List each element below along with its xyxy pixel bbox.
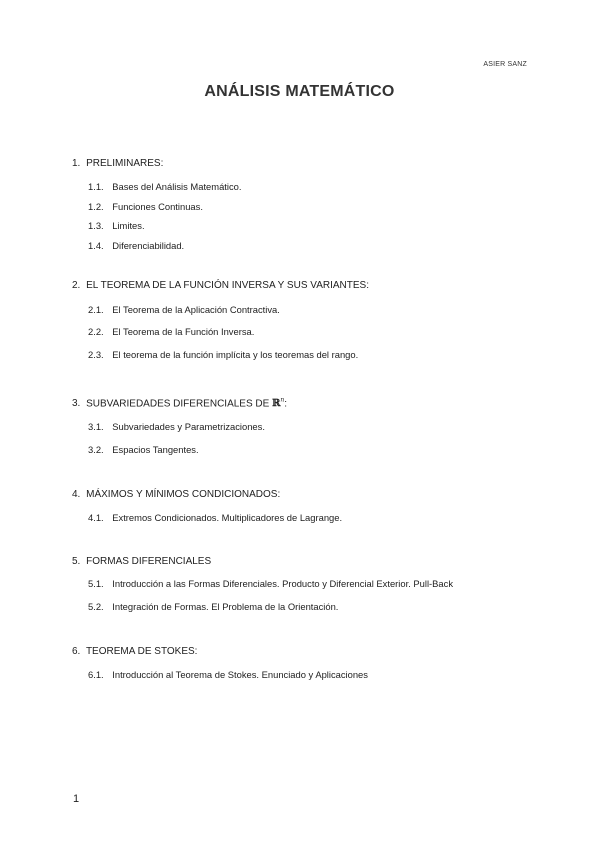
item-text: Introducción a las Formas Diferenciales. Producto y Diferencial Exterior. Pull-Back bbox=[112, 578, 454, 589]
section-heading: EL TEOREMA DE LA FUNCIÓN INVERSA Y SUS VARIANTES: bbox=[86, 280, 369, 291]
section-heading: MÁXIMOS Y MÍNIMOS CONDICIONADOS: bbox=[86, 489, 281, 500]
section-1-title bbox=[72, 158, 163, 169]
toc-item-1-4 bbox=[88, 240, 184, 251]
item-number: 1.2. bbox=[88, 201, 104, 212]
toc-item-3-2 bbox=[88, 444, 199, 455]
toc-item-2-1 bbox=[88, 304, 280, 315]
section-3-title bbox=[72, 397, 287, 409]
document-title: ANÁLISIS MATEMÁTICO bbox=[204, 83, 395, 100]
toc-item-1-3 bbox=[88, 220, 145, 231]
item-number: 2.3. bbox=[88, 349, 104, 360]
section-number: 6. bbox=[72, 646, 81, 657]
section-5-title bbox=[72, 556, 211, 567]
toc-item-2-3 bbox=[88, 349, 358, 360]
toc-item-2-2 bbox=[88, 326, 254, 337]
dimension-superscript: n bbox=[280, 397, 285, 404]
item-number: 6.1. bbox=[88, 669, 104, 680]
section-number: 4. bbox=[72, 489, 81, 500]
item-text: El teorema de la función implícita y los teoremas del rango. bbox=[112, 349, 359, 360]
item-text: Diferenciabilidad. bbox=[112, 240, 185, 251]
item-text: Introducción al Teorema de Stokes. Enunciado y Aplicaciones bbox=[112, 669, 368, 680]
item-text: Espacios Tangentes. bbox=[112, 444, 199, 455]
section-6-title bbox=[72, 646, 197, 657]
heading-colon: : bbox=[284, 398, 288, 410]
item-number: 5.1. bbox=[88, 578, 104, 589]
item-number: 1.4. bbox=[88, 240, 104, 251]
item-text: Extremos Condicionados. Multiplicadores de Lagrange. bbox=[112, 512, 343, 523]
toc-item-6-1 bbox=[88, 669, 368, 680]
item-text: Bases del Análisis Matemático. bbox=[112, 181, 242, 192]
section-heading: TEOREMA DE STOKES: bbox=[85, 646, 198, 657]
real-numbers-letter: ℝ bbox=[272, 398, 281, 410]
item-number: 5.2. bbox=[88, 601, 104, 612]
toc-item-1-1 bbox=[88, 181, 241, 192]
author-label: ASIER SANZ bbox=[483, 61, 527, 68]
item-number: 2.1. bbox=[88, 304, 104, 315]
item-number: 3.2. bbox=[88, 444, 104, 455]
section-4-title bbox=[72, 489, 280, 500]
section-2-title bbox=[72, 280, 369, 291]
item-number: 4.1. bbox=[88, 512, 104, 523]
section-heading: FORMAS DIFERENCIALES bbox=[86, 556, 212, 567]
section-number: 2. bbox=[72, 280, 81, 291]
item-text: Integración de Formas. El Problema de la Orientación. bbox=[112, 601, 339, 612]
item-text: Funciones Continuas. bbox=[112, 201, 203, 212]
toc-item-5-2 bbox=[88, 601, 338, 612]
page-number: 1 bbox=[73, 793, 80, 805]
toc-item-4-1 bbox=[88, 512, 342, 523]
item-number: 2.2. bbox=[88, 326, 104, 337]
item-number: 1.1. bbox=[88, 181, 104, 192]
section-number: 1. bbox=[72, 158, 81, 169]
item-text: Subvariedades y Parametrizaciones. bbox=[112, 421, 265, 432]
toc-item-5-1 bbox=[88, 578, 453, 589]
toc-item-1-2 bbox=[88, 201, 203, 212]
toc-item-3-1 bbox=[88, 421, 265, 432]
item-text: Limites. bbox=[112, 220, 145, 231]
item-text: El Teorema de la Función Inversa. bbox=[112, 326, 255, 337]
section-number: 5. bbox=[72, 556, 81, 567]
real-numbers-symbol bbox=[272, 398, 284, 409]
section-heading: SUBVARIEDADES DIFERENCIALES DE bbox=[86, 398, 270, 410]
item-text: El Teorema de la Aplicación Contractiva. bbox=[112, 304, 280, 315]
item-number: 3.1. bbox=[88, 421, 104, 432]
section-heading: PRELIMINARES: bbox=[86, 158, 164, 169]
item-number: 1.3. bbox=[88, 220, 104, 231]
section-number: 3. bbox=[72, 398, 81, 410]
